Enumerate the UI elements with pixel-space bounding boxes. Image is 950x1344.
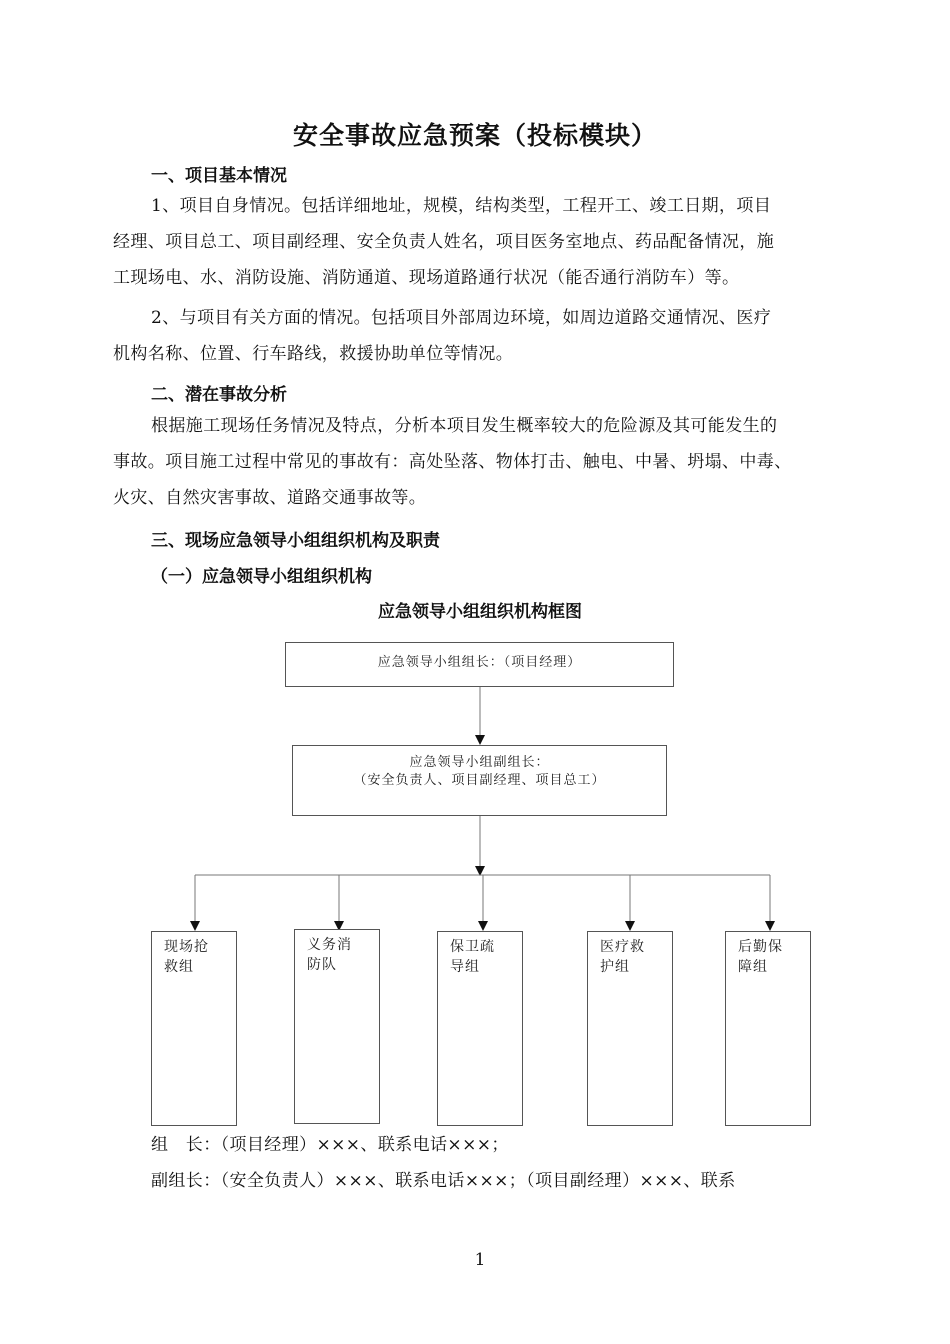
subsection-heading: （一）应急领导小组组织机构 xyxy=(151,567,372,587)
deputy-leader-box xyxy=(292,745,667,816)
group-label: 救组 xyxy=(164,959,194,975)
group-label: 后勤保 xyxy=(738,939,783,955)
leader-box: 应急领导小组组长：（项目经理） xyxy=(285,642,674,687)
paragraph-line: 火灾、自然灾害事故、道路交通事故等。 xyxy=(113,488,427,508)
group-box-rescue xyxy=(151,931,237,1126)
deputy-box-line: 应急领导小组副组长： xyxy=(409,755,550,770)
paragraph-line: 2、与项目有关方面的情况。包括项目外部周边环境，如周边道路交通情况、医疗 xyxy=(151,308,772,328)
paragraph-line: 经理、项目总工、项目副经理、安全负责人姓名，项目医务室地点、药品配备情况，施 xyxy=(113,232,775,252)
group-label: 障组 xyxy=(738,959,768,975)
group-box-logistics xyxy=(725,931,811,1126)
group-label: 防队 xyxy=(307,957,337,973)
paragraph-line: 事故。项目施工过程中常见的事故有：高处坠落、物体打击、触电、中暑、坍塌、中毒、 xyxy=(113,452,792,472)
section-heading-3: 三、现场应急领导小组组织机构及职责 xyxy=(151,531,440,551)
deputy-box-line: （安全负责人、项目副经理、项目总工） xyxy=(353,773,606,788)
paragraph-line: 1、项目自身情况。包括详细地址，规模，结构类型，工程开工、竣工日期，项目 xyxy=(151,196,772,216)
group-box-fire xyxy=(294,929,380,1124)
group-label: 医疗救 xyxy=(600,939,645,955)
paragraph-line: 根据施工现场任务情况及特点，分析本项目发生概率较大的危险源及其可能发生的 xyxy=(151,416,778,436)
group-label: 导组 xyxy=(450,959,480,975)
group-label: 保卫疏 xyxy=(450,939,495,955)
page-number: 1 xyxy=(474,1250,486,1270)
group-box-security xyxy=(437,931,523,1126)
group-label: 现场抢 xyxy=(164,939,209,955)
section-heading-2: 二、潜在事故分析 xyxy=(151,385,287,405)
paragraph-line: 工现场电、水、消防设施、消防通道、现场道路通行状况（能否通行消防车）等。 xyxy=(113,268,740,288)
paragraph-line: 机构名称、位置、行车路线，救援协助单位等情况。 xyxy=(113,344,514,364)
leader-contact-line: 组 长：（项目经理）×××、联系电话×××； xyxy=(151,1135,509,1155)
group-box-medical xyxy=(587,931,673,1126)
group-label: 护组 xyxy=(600,959,630,975)
org-chart-title: 应急领导小组组织机构框图 xyxy=(378,602,582,622)
deputy-contact-line: 副组长：（安全负责人）×××、联系电话×××；（项目副经理）×××、联系 xyxy=(151,1171,736,1191)
group-label: 义务消 xyxy=(307,937,352,953)
section-heading-1: 一、项目基本情况 xyxy=(151,166,287,186)
document-title: 安全事故应急预案（投标模块） xyxy=(292,121,657,150)
